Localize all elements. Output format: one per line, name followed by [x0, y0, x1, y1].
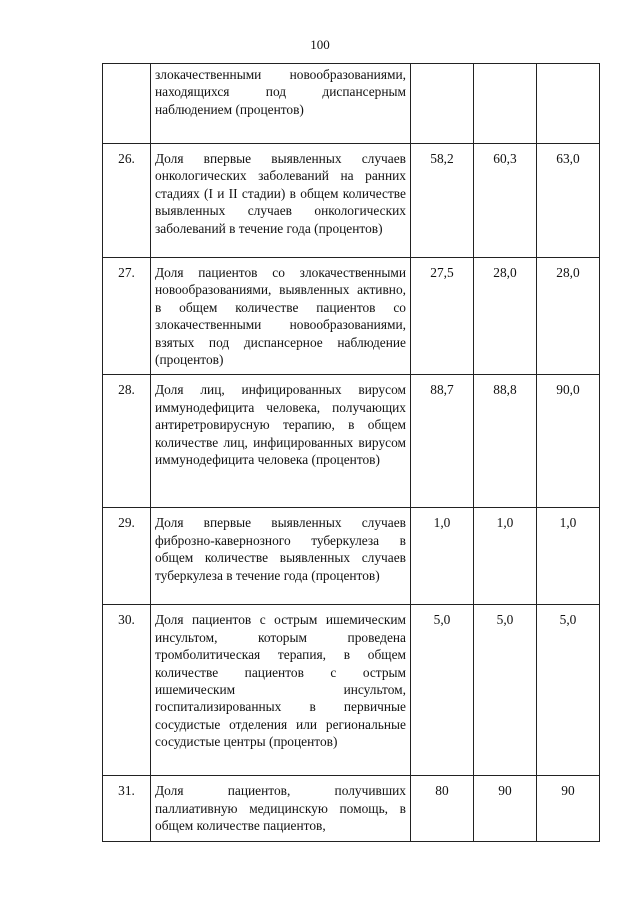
value-cell-1: 80: [411, 776, 474, 841]
value-cell-2: [474, 64, 537, 144]
value-cell-1: 58,2: [411, 144, 474, 258]
value-cell-2: 90: [474, 776, 537, 841]
indicator-name: Доля лиц, инфицированных вирусом иммунодефицита человека, получающих антиретровирусную терапию, в общем количестве лиц, инфицированных вирусом иммунодефицита человека (процентов): [151, 375, 411, 508]
table-row: [103, 258, 600, 375]
indicator-name: Доля впервые выявленных случаев фиброзно-кавернозного туберкулеза в общем количестве выявленных случаев туберкулеза в течение года (процентов): [151, 508, 411, 605]
value-cell-3: [537, 64, 600, 144]
indicator-name: Доля пациентов, получивших паллиативную медицинскую помощь, в общем количестве пациентов,: [151, 776, 411, 841]
value-cell-1: 1,0: [411, 508, 474, 605]
value-cell-3: 28,0: [537, 258, 600, 375]
table-row: [103, 605, 600, 776]
value-cell-2: 60,3: [474, 144, 537, 258]
indicator-name: Доля пациентов со злокачественными новообразованиями, выявленных активно, в общем количестве пациентов со злокачественными новообразованиями, взятых под диспансерное наблюдение (процентов): [151, 258, 411, 375]
value-cell-3: 90: [537, 776, 600, 841]
value-cell-1: [411, 64, 474, 144]
row-number: 29.: [103, 508, 151, 605]
value-cell-1: 5,0: [411, 605, 474, 776]
value-cell-3: 63,0: [537, 144, 600, 258]
row-number: 27.: [103, 258, 151, 375]
indicators-table: [102, 63, 600, 842]
value-cell-2: 28,0: [474, 258, 537, 375]
value-cell-1: 27,5: [411, 258, 474, 375]
row-number: 28.: [103, 375, 151, 508]
value-cell-3: 1,0: [537, 508, 600, 605]
page-number: 100: [310, 37, 330, 52]
value-cell-2: 1,0: [474, 508, 537, 605]
table-row: [103, 64, 600, 144]
indicator-name: Доля впервые выявленных случаев онкологических заболеваний на ранних стадиях (I и II стадии) в общем количестве выявленных случаев онкологических заболеваний в течение года (процентов): [151, 144, 411, 258]
indicator-name: злокачественными новообразованиями, находящихся под диспансерным наблюдением (процентов): [151, 64, 411, 144]
value-cell-3: 90,0: [537, 375, 600, 508]
value-cell-2: 5,0: [474, 605, 537, 776]
table-row: [103, 508, 600, 605]
row-number: 26.: [103, 144, 151, 258]
value-cell-3: 5,0: [537, 605, 600, 776]
table-row: [103, 144, 600, 258]
indicator-name: Доля пациентов с острым ишемическим инсультом, которым проведена тромболитическая терапия, в общем количестве пациентов с острым ишемическим инсультом, госпитализированных в первичные сосудистые отделения или региональные сосудистые центры (процентов): [151, 605, 411, 776]
table-row: [103, 375, 600, 508]
table-row: [103, 776, 600, 841]
row-number: 30.: [103, 605, 151, 776]
value-cell-2: 88,8: [474, 375, 537, 508]
row-number: [103, 64, 151, 144]
value-cell-1: 88,7: [411, 375, 474, 508]
row-number: 31.: [103, 776, 151, 841]
